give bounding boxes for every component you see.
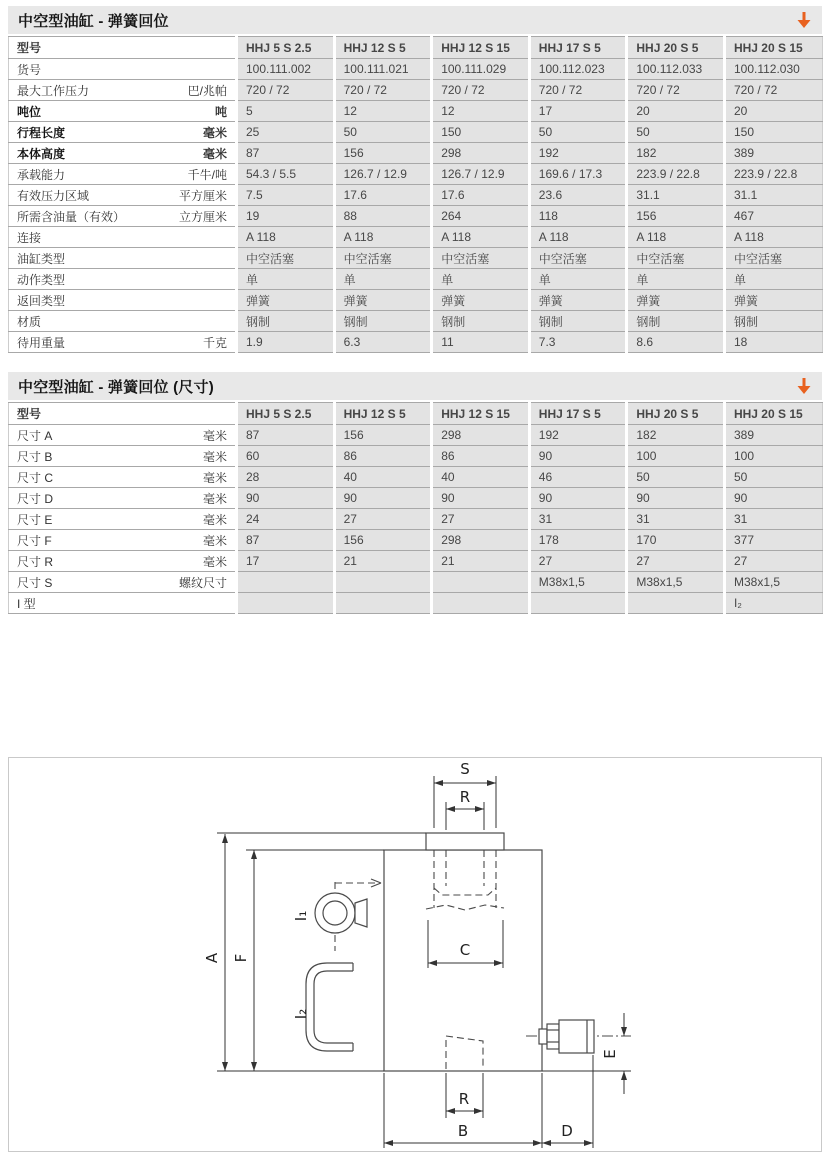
- row-label-cell: [9, 164, 237, 185]
- table-row: [9, 290, 823, 311]
- value-cell: 17.6: [432, 185, 530, 206]
- value-cell: A 118: [237, 227, 335, 248]
- table-row: [9, 248, 823, 269]
- table-row: [9, 530, 823, 551]
- value-cell: 21: [432, 551, 530, 572]
- row-unit: 千克: [202, 335, 227, 350]
- row-label: 尺寸 D: [17, 491, 54, 506]
- dim-label-B: B: [457, 1122, 469, 1140]
- value-cell: 5: [237, 101, 335, 122]
- row-label-cell: [9, 311, 237, 332]
- value-cell: 46: [529, 467, 627, 488]
- value-cell: 182: [627, 425, 725, 446]
- value-cell: 87: [237, 143, 335, 164]
- value-cell: 90: [334, 488, 432, 509]
- value-cell: 192: [529, 143, 627, 164]
- value-cell: [237, 572, 335, 593]
- value-cell: 126.7 / 12.9: [432, 164, 530, 185]
- value-cell: M38x1,5: [627, 572, 725, 593]
- row-label: 行程长度: [17, 125, 66, 140]
- value-cell: 50: [724, 467, 822, 488]
- table-row: [9, 101, 823, 122]
- section-title: 中空型油缸 - 弹簧回位: [18, 12, 169, 30]
- table-row: [9, 122, 823, 143]
- value-cell: 87: [237, 530, 335, 551]
- table-row: [9, 227, 823, 248]
- row-label: 所需含油量（有效）: [17, 209, 126, 224]
- value-cell: 50: [627, 122, 725, 143]
- column-header: HHJ 20 S 5: [627, 403, 725, 425]
- row-label: 材质: [17, 314, 42, 329]
- dim-label-D: D: [561, 1122, 573, 1140]
- value-cell: 50: [627, 467, 725, 488]
- value-cell: [334, 593, 432, 614]
- row-label: 货号: [17, 62, 42, 77]
- technical-drawing-panel: [8, 757, 822, 1152]
- row-label-cell: [9, 509, 237, 530]
- value-cell: 54.3 / 5.5: [237, 164, 335, 185]
- row-label: 返回类型: [17, 293, 66, 308]
- row-unit: 毫米: [202, 428, 227, 443]
- value-cell: 156: [334, 530, 432, 551]
- table-row: [9, 59, 823, 80]
- row-label-cell: [9, 185, 237, 206]
- value-cell: 90: [724, 488, 822, 509]
- value-cell: [334, 572, 432, 593]
- table-row: [9, 593, 823, 614]
- value-cell: 单: [529, 269, 627, 290]
- column-header-model: 型号: [9, 37, 237, 59]
- dim-label-R-top: R: [459, 788, 471, 806]
- row-label-cell: [9, 551, 237, 572]
- row-unit: 千牛/吨: [187, 167, 227, 182]
- value-cell: [237, 593, 335, 614]
- value-cell: 中空活塞: [237, 248, 335, 269]
- row-label: 吨位: [17, 104, 42, 119]
- value-cell: 钢制: [627, 311, 725, 332]
- column-header: HHJ 5 S 2.5: [237, 403, 335, 425]
- column-header: HHJ 17 S 5: [529, 403, 627, 425]
- dim-label-R-bottom: R: [458, 1090, 470, 1108]
- value-cell: 31: [724, 509, 822, 530]
- row-unit: 平方厘米: [178, 188, 227, 203]
- value-cell: 弹簧: [724, 290, 822, 311]
- value-cell: 377: [724, 530, 822, 551]
- cylinder-collar: [426, 833, 504, 850]
- column-header: HHJ 5 S 2.5: [237, 37, 335, 59]
- table-row: [9, 446, 823, 467]
- value-cell: 264: [432, 206, 530, 227]
- column-header: HHJ 12 S 5: [334, 403, 432, 425]
- column-header: HHJ 20 S 15: [724, 403, 822, 425]
- value-cell: 170: [627, 530, 725, 551]
- value-cell: 90: [529, 446, 627, 467]
- value-cell: [529, 593, 627, 614]
- dimensions-table: [8, 402, 823, 614]
- dim-label-S: S: [460, 760, 470, 778]
- row-label-cell: [9, 572, 237, 593]
- value-cell: 中空活塞: [724, 248, 822, 269]
- section-dimensions: [8, 372, 822, 614]
- value-cell: 223.9 / 22.8: [627, 164, 725, 185]
- section-title: 中空型油缸 - 弹簧回位 (尺寸): [18, 378, 214, 396]
- dim-R-top: [446, 788, 484, 830]
- table-row: [9, 185, 823, 206]
- row-label: 尺寸 E: [17, 512, 53, 527]
- row-label: 尺寸 R: [17, 554, 54, 569]
- value-cell: 28: [237, 467, 335, 488]
- row-label-cell: [9, 80, 237, 101]
- column-header: HHJ 17 S 5: [529, 37, 627, 59]
- value-cell: 24: [237, 509, 335, 530]
- dim-label-E: E: [601, 1049, 619, 1059]
- value-cell: 86: [334, 446, 432, 467]
- value-cell: 156: [334, 425, 432, 446]
- value-cell: 87: [237, 425, 335, 446]
- value-cell: M38x1,5: [724, 572, 822, 593]
- dim-label-C: C: [459, 941, 471, 959]
- row-label: 动作类型: [17, 272, 66, 287]
- value-cell: 182: [627, 143, 725, 164]
- value-cell: 150: [432, 122, 530, 143]
- value-cell: 18: [724, 332, 822, 353]
- value-cell: 86: [432, 446, 530, 467]
- value-cell: 27: [432, 509, 530, 530]
- row-label-cell: [9, 467, 237, 488]
- table-row: [9, 311, 823, 332]
- value-cell: 90: [627, 488, 725, 509]
- row-label: 待用重量: [17, 335, 66, 350]
- value-cell: 100: [627, 446, 725, 467]
- value-cell: 100.112.030: [724, 59, 822, 80]
- value-cell: 单: [432, 269, 530, 290]
- value-cell: 单: [627, 269, 725, 290]
- column-header: HHJ 20 S 15: [724, 37, 822, 59]
- dim-D: [542, 1055, 593, 1148]
- row-label: 有效压力区域: [17, 188, 90, 203]
- row-unit: 吨: [214, 104, 227, 119]
- section-title-bar: [8, 6, 822, 34]
- table-row: [9, 467, 823, 488]
- row-unit: 毫米: [202, 512, 227, 527]
- value-cell: 27: [627, 551, 725, 572]
- value-cell: 126.7 / 12.9: [334, 164, 432, 185]
- table-row: [9, 572, 823, 593]
- row-label: 承载能力: [17, 167, 66, 182]
- row-unit: 毫米: [202, 554, 227, 569]
- row-label-cell: [9, 593, 237, 614]
- row-label: 油缸类型: [17, 251, 66, 266]
- row-label-cell: [9, 248, 237, 269]
- row-label-cell: [9, 530, 237, 551]
- table-row: [9, 80, 823, 101]
- column-header: HHJ 12 S 5: [334, 37, 432, 59]
- table-row: [9, 332, 823, 353]
- value-cell: 弹簧: [529, 290, 627, 311]
- value-cell: A 118: [529, 227, 627, 248]
- table-header-row: [9, 37, 823, 59]
- value-cell: 单: [334, 269, 432, 290]
- column-header: HHJ 12 S 15: [432, 403, 530, 425]
- row-label: 尺寸 F: [17, 533, 52, 548]
- dim-label-I2: I₂: [292, 1008, 310, 1020]
- row-label-cell: [9, 122, 237, 143]
- value-cell: 20: [627, 101, 725, 122]
- value-cell: 6.3: [334, 332, 432, 353]
- row-label-cell: [9, 425, 237, 446]
- value-cell: 720 / 72: [237, 80, 335, 101]
- value-cell: 23.6: [529, 185, 627, 206]
- row-label: 尺寸 C: [17, 470, 54, 485]
- column-header: HHJ 12 S 15: [432, 37, 530, 59]
- row-label-cell: [9, 446, 237, 467]
- value-cell: 中空活塞: [529, 248, 627, 269]
- scroll-down-arrow-icon[interactable]: [796, 11, 812, 29]
- value-cell: A 118: [334, 227, 432, 248]
- value-cell: A 118: [432, 227, 530, 248]
- value-cell: A 118: [627, 227, 725, 248]
- value-cell: 90: [529, 488, 627, 509]
- value-cell: 31.1: [724, 185, 822, 206]
- value-cell: 弹簧: [432, 290, 530, 311]
- handle-accessory: [292, 963, 353, 1051]
- value-cell: 17: [529, 101, 627, 122]
- row-label: 连接: [17, 230, 42, 245]
- value-cell: 298: [432, 425, 530, 446]
- value-cell: 8.6: [627, 332, 725, 353]
- value-cell: [432, 593, 530, 614]
- row-label: 尺寸 S: [17, 575, 53, 590]
- row-label: I 型: [17, 596, 36, 611]
- value-cell: 钢制: [334, 311, 432, 332]
- value-cell: 50: [334, 122, 432, 143]
- value-cell: 40: [432, 467, 530, 488]
- row-unit: 毫米: [202, 146, 227, 161]
- row-unit: 毫米: [202, 449, 227, 464]
- row-label: 尺寸 A: [17, 428, 53, 443]
- value-cell: 90: [432, 488, 530, 509]
- value-cell: A 118: [724, 227, 822, 248]
- row-label-cell: [9, 290, 237, 311]
- row-unit: 毫米: [202, 533, 227, 548]
- value-cell: 25: [237, 122, 335, 143]
- value-cell: 50: [529, 122, 627, 143]
- value-cell: 156: [627, 206, 725, 227]
- row-label-cell: [9, 206, 237, 227]
- value-cell: 弹簧: [627, 290, 725, 311]
- value-cell: 12: [334, 101, 432, 122]
- row-unit: 螺纹尺寸: [178, 575, 227, 590]
- dim-label-I1: I₁: [292, 910, 310, 922]
- table-row: [9, 488, 823, 509]
- table-row: [9, 509, 823, 530]
- value-cell: 720 / 72: [432, 80, 530, 101]
- dim-R-bottom: [446, 1073, 483, 1118]
- value-cell: 467: [724, 206, 822, 227]
- row-label-cell: [9, 59, 237, 80]
- value-cell: 27: [529, 551, 627, 572]
- row-unit: 毫米: [202, 470, 227, 485]
- table-header-row: [9, 403, 823, 425]
- value-cell: 40: [334, 467, 432, 488]
- value-cell: 100: [724, 446, 822, 467]
- value-cell: I₂: [724, 593, 822, 614]
- value-cell: 单: [724, 269, 822, 290]
- value-cell: 298: [432, 143, 530, 164]
- eyebolt-accessory: [292, 879, 381, 951]
- value-cell: 100.112.023: [529, 59, 627, 80]
- value-cell: 100.111.002: [237, 59, 335, 80]
- value-cell: 27: [334, 509, 432, 530]
- dim-label-F: F: [232, 953, 250, 963]
- value-cell: 20: [724, 101, 822, 122]
- value-cell: 17.6: [334, 185, 432, 206]
- section-specs: [8, 6, 822, 353]
- value-cell: 钢制: [237, 311, 335, 332]
- value-cell: 178: [529, 530, 627, 551]
- value-cell: 31: [627, 509, 725, 530]
- column-header-model: 型号: [9, 403, 237, 425]
- row-unit: 毫米: [202, 491, 227, 506]
- value-cell: [627, 593, 725, 614]
- value-cell: 298: [432, 530, 530, 551]
- value-cell: 11: [432, 332, 530, 353]
- value-cell: 7.5: [237, 185, 335, 206]
- value-cell: M38x1,5: [529, 572, 627, 593]
- value-cell: 弹簧: [334, 290, 432, 311]
- value-cell: 中空活塞: [627, 248, 725, 269]
- row-unit: 巴/兆帕: [187, 83, 227, 98]
- value-cell: 19: [237, 206, 335, 227]
- value-cell: 27: [724, 551, 822, 572]
- row-label-cell: [9, 488, 237, 509]
- value-cell: 7.3: [529, 332, 627, 353]
- value-cell: 17: [237, 551, 335, 572]
- row-unit: 立方厘米: [178, 209, 227, 224]
- dim-label-A: A: [203, 952, 221, 964]
- value-cell: 60: [237, 446, 335, 467]
- table-row: [9, 269, 823, 290]
- value-cell: 中空活塞: [432, 248, 530, 269]
- value-cell: 12: [432, 101, 530, 122]
- table-row: [9, 551, 823, 572]
- value-cell: 90: [237, 488, 335, 509]
- section-title-bar: [8, 372, 822, 400]
- value-cell: 100.111.021: [334, 59, 432, 80]
- value-cell: 钢制: [724, 311, 822, 332]
- value-cell: [432, 572, 530, 593]
- value-cell: 100.112.033: [627, 59, 725, 80]
- value-cell: 21: [334, 551, 432, 572]
- value-cell: 钢制: [529, 311, 627, 332]
- row-label: 本体高度: [17, 146, 66, 161]
- table-row: [9, 143, 823, 164]
- value-cell: 720 / 72: [724, 80, 822, 101]
- value-cell: 150: [724, 122, 822, 143]
- value-cell: 223.9 / 22.8: [724, 164, 822, 185]
- row-label-cell: [9, 143, 237, 164]
- column-header: HHJ 20 S 5: [627, 37, 725, 59]
- value-cell: 钢制: [432, 311, 530, 332]
- value-cell: 720 / 72: [627, 80, 725, 101]
- row-unit: 毫米: [202, 125, 227, 140]
- table-row: [9, 425, 823, 446]
- value-cell: 弹簧: [237, 290, 335, 311]
- cylinder-dimension-drawing: [9, 758, 821, 1150]
- value-cell: 单: [237, 269, 335, 290]
- value-cell: 192: [529, 425, 627, 446]
- value-cell: 720 / 72: [334, 80, 432, 101]
- value-cell: 1.9: [237, 332, 335, 353]
- value-cell: 100.111.029: [432, 59, 530, 80]
- value-cell: 720 / 72: [529, 80, 627, 101]
- value-cell: 31.1: [627, 185, 725, 206]
- value-cell: 31: [529, 509, 627, 530]
- scroll-down-arrow-icon[interactable]: [796, 377, 812, 395]
- row-label: 尺寸 B: [17, 449, 53, 464]
- value-cell: 中空活塞: [334, 248, 432, 269]
- specs-table: [8, 36, 823, 353]
- value-cell: 389: [724, 143, 822, 164]
- row-label-cell: [9, 227, 237, 248]
- value-cell: 88: [334, 206, 432, 227]
- value-cell: 169.6 / 17.3: [529, 164, 627, 185]
- value-cell: 389: [724, 425, 822, 446]
- row-label-cell: [9, 101, 237, 122]
- row-label-cell: [9, 332, 237, 353]
- table-row: [9, 206, 823, 227]
- table-row: [9, 164, 823, 185]
- row-label-cell: [9, 269, 237, 290]
- row-label: 最大工作压力: [17, 83, 90, 98]
- value-cell: 156: [334, 143, 432, 164]
- value-cell: 118: [529, 206, 627, 227]
